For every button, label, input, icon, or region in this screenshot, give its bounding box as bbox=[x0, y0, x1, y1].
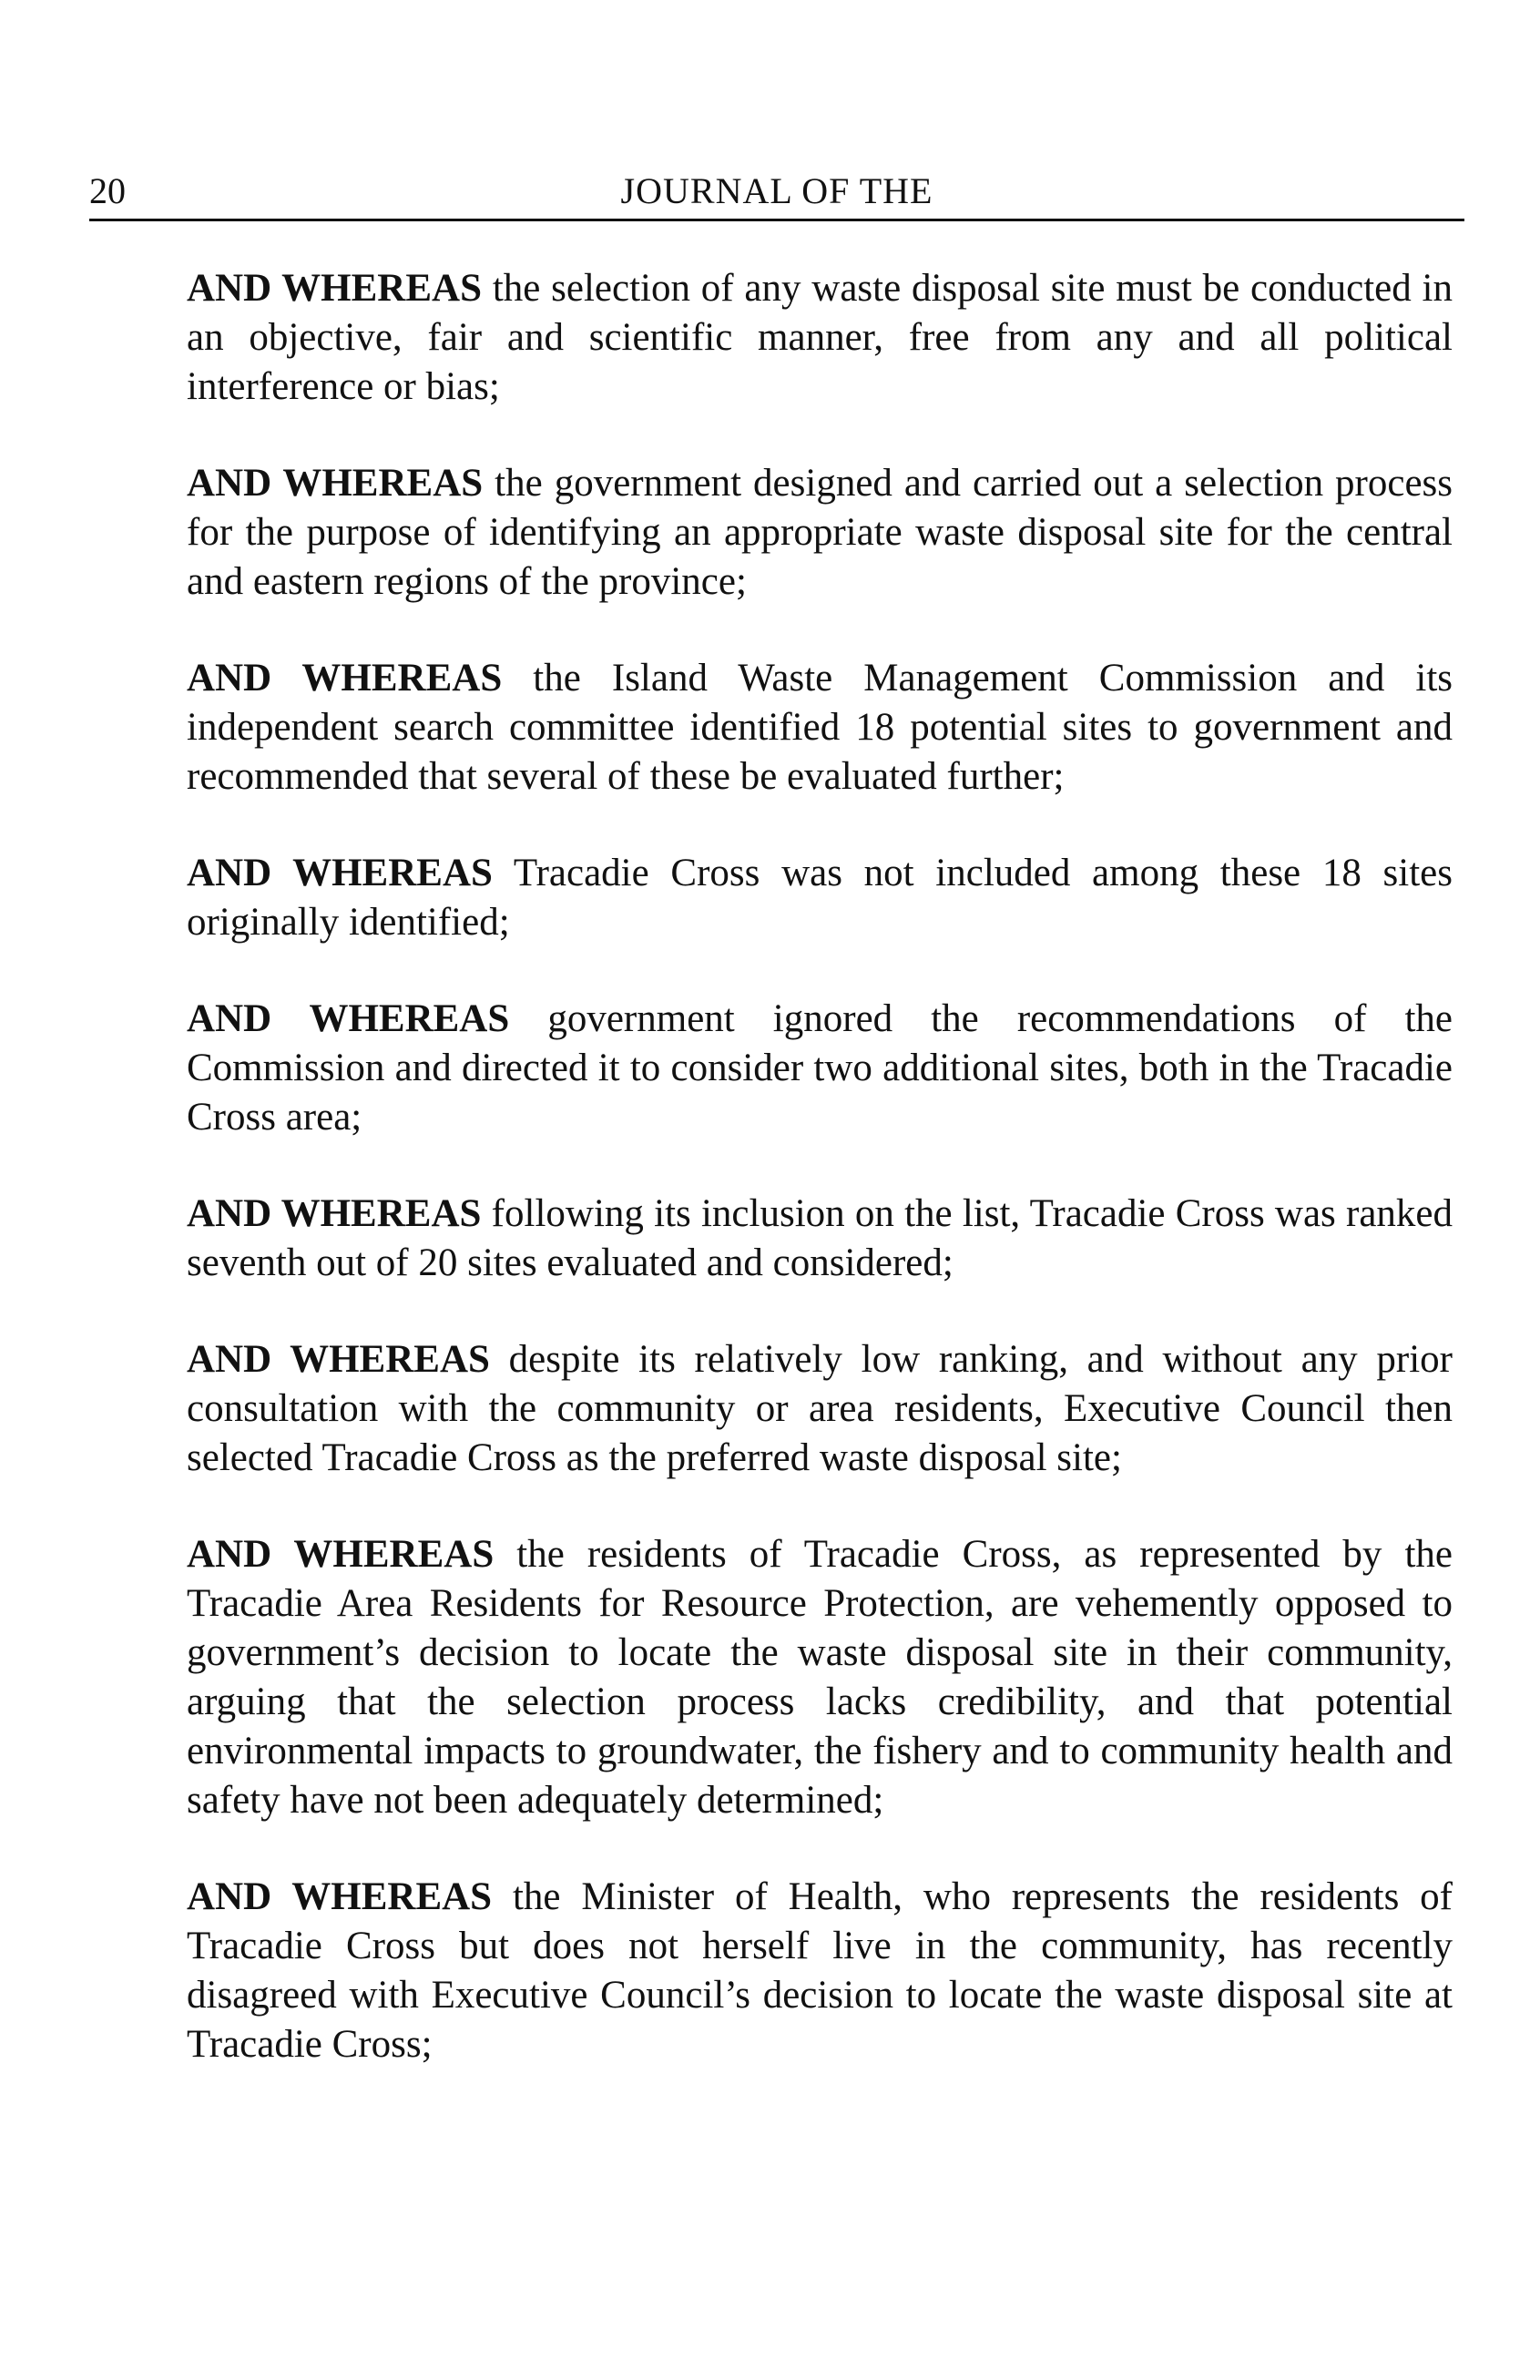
whereas-paragraph bbox=[187, 849, 1453, 947]
paragraph-text: the Minister of Health, who represents the residents of Tracadie Cross but does not herself live in the community, has recently disagreed with Executive Council’s decision to locate the waste disposal site at Tracadie Cross; bbox=[187, 1875, 1453, 2066]
whereas-paragraph bbox=[187, 995, 1453, 1142]
page-number: 20 bbox=[89, 170, 126, 211]
paragraph-text: government ignored the recommendations of the Commission and directed it to consider two additional sites, both in the Tracadie Cross area; bbox=[187, 997, 1453, 1139]
whereas-paragraph bbox=[187, 1190, 1453, 1288]
whereas-lead: AND WHEREAS bbox=[187, 1533, 495, 1576]
whereas-lead: AND WHEREAS bbox=[187, 997, 510, 1040]
whereas-paragraph bbox=[187, 1873, 1453, 2069]
whereas-paragraph bbox=[187, 654, 1453, 802]
paragraph-text: the government designed and carried out a selection process for the purpose of identifying an appropriate waste disposal site for the central and eastern regions of the province; bbox=[187, 462, 1453, 603]
whereas-lead: AND WHEREAS bbox=[187, 1192, 482, 1235]
paragraph-text: the residents of Tracadie Cross, as represented by the Tracadie Area Residents for Resource Protection, are vehemently opposed to government’s decision to locate the waste disposal site in their community, arguing that the selection process lacks credibility, and that potential environmental impacts to groundwater, the fishery and to community health and safety have not been adequately determined; bbox=[187, 1533, 1453, 1822]
whereas-paragraph bbox=[187, 264, 1453, 412]
running-header bbox=[89, 164, 1464, 219]
paragraph-text: despite its relatively low ranking, and without any prior consultation with the community or area residents, Executive Council then selected Tracadie Cross as the preferred waste disposal site; bbox=[187, 1338, 1453, 1479]
paragraph-text: following its inclusion on the list, Tracadie Cross was ranked seventh out of 20 sites evaluated and considered; bbox=[187, 1192, 1453, 1284]
journal-body bbox=[187, 264, 1453, 2117]
whereas-lead: AND WHEREAS bbox=[187, 1338, 490, 1381]
whereas-lead: AND WHEREAS bbox=[187, 657, 503, 700]
whereas-lead: AND WHEREAS bbox=[187, 462, 484, 505]
whereas-paragraph bbox=[187, 1530, 1453, 1825]
header-rule bbox=[89, 219, 1464, 221]
paragraph-text: Tracadie Cross was not included among these 18 sites originally identified; bbox=[187, 852, 1453, 944]
whereas-paragraph bbox=[187, 1335, 1453, 1483]
journal-title: JOURNAL OF THE bbox=[620, 170, 933, 211]
paragraph-text: the selection of any waste disposal site must be conducted in an objective, fair and scientific manner, free from any and all political interference or bias; bbox=[187, 267, 1453, 408]
paragraph-text: the Island Waste Management Commission and its independent search committee identified 18 potential sites to government and recommended that several of these be evaluated further; bbox=[187, 657, 1453, 798]
whereas-lead: AND WHEREAS bbox=[187, 267, 483, 310]
whereas-lead: AND WHEREAS bbox=[187, 1875, 493, 1918]
whereas-lead: AND WHEREAS bbox=[187, 852, 493, 894]
whereas-paragraph bbox=[187, 459, 1453, 607]
